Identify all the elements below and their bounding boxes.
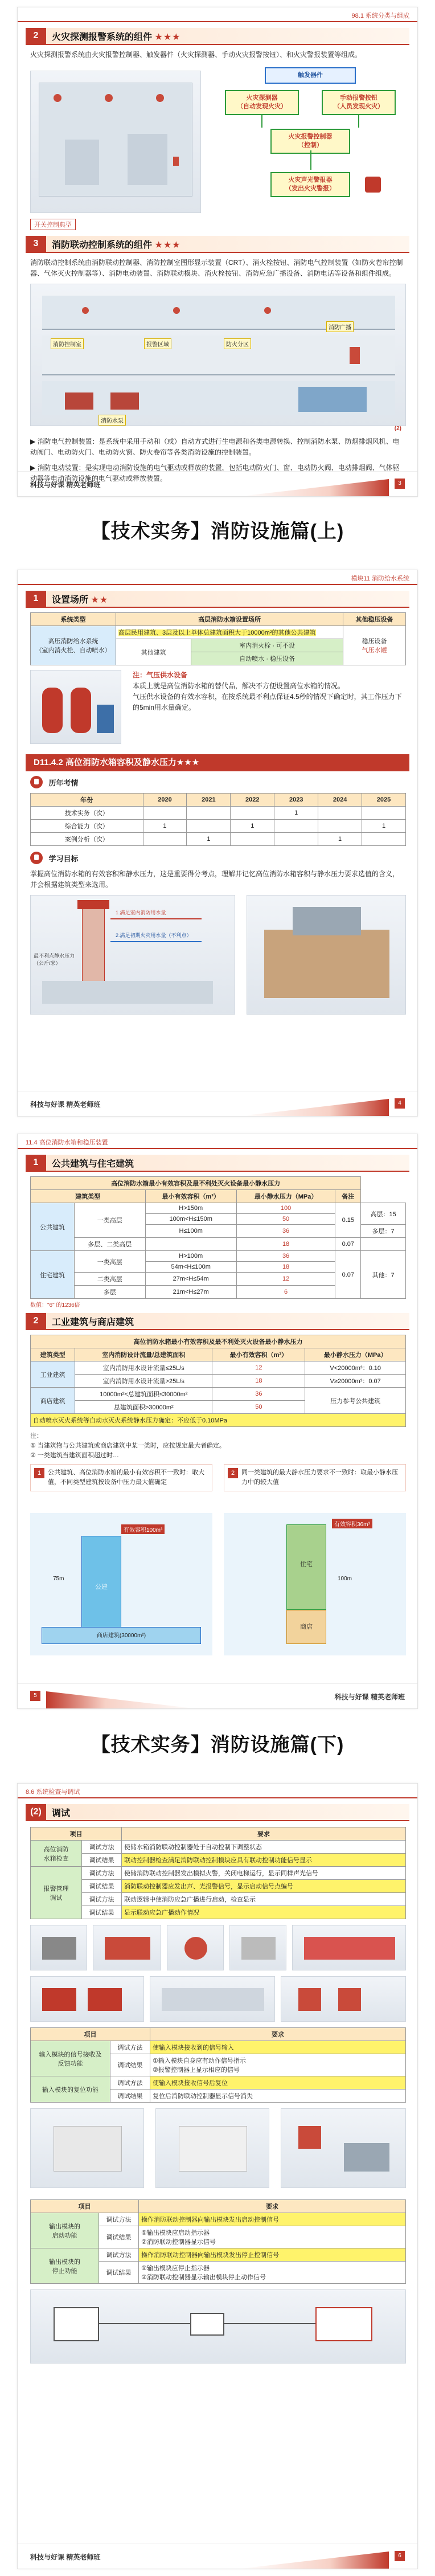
section-header xyxy=(26,236,409,253)
page-2 xyxy=(17,570,418,1117)
device-photos-2 xyxy=(30,2108,405,2194)
table-caption: 高位消防水箱最小有效容积及最不利处灭火设备最小静水压力 xyxy=(31,1335,406,1348)
tower-public: 公建 xyxy=(81,1536,121,1644)
illus-label: 报警区域 xyxy=(144,338,171,349)
answer-note: ② 一类建筑当建筑面积超过时… xyxy=(30,1452,119,1459)
section-number: 2 xyxy=(33,1316,39,1326)
bullet-item: ▶ 消防电动装置：是实现电动消防设施的电气驱动或释放的装置，包括电动防火门、窗、电动防火阀、电动排烟阀、气体驱动器等电动消防设施的电气驱动或释放装置。 xyxy=(30,464,400,483)
section-number: 1 xyxy=(33,594,39,603)
table-row: 多层 21m<H≤27m 6 xyxy=(31,1286,406,1299)
table-header-cell: 高层消防水箱设置场所 xyxy=(116,613,343,626)
table-row: 高位消防 水箱检查 调试方法 使储水箱消防联动控制器处于自动控制下调整状态 xyxy=(31,1841,406,1854)
page-footer xyxy=(18,1091,417,1116)
diagram-label: 2.满足初期火灾用水量（不利点） xyxy=(116,933,192,938)
page-number: 5 xyxy=(30,1691,40,1701)
industrial-building-table xyxy=(30,1335,406,1427)
debug-table-2 xyxy=(30,2027,406,2103)
section-title: 火灾探测报警系统的组件 ★★★ xyxy=(52,32,181,42)
flow-manual-button-box: 手动报警按钮 （人员发现火灾） xyxy=(322,90,396,115)
table-header-cell: 备注 xyxy=(335,1190,361,1203)
table-row: 输出模块的 停止功能 调试方法 操作消防联动控制器向输出模块发出停止控制信号 xyxy=(31,2248,406,2262)
table-header-cell: 项目 xyxy=(31,2028,150,2041)
setting-table xyxy=(30,612,406,665)
capacity-tag: 有效容积36m³ xyxy=(332,1519,372,1528)
table-header-cell: 最小有效容积（m³） xyxy=(212,1348,305,1361)
footer-brand: 科技与好课 精英老师班 xyxy=(30,1101,101,1109)
flow-controller-box: 火灾报警控制器 （控制） xyxy=(270,129,350,154)
page-number: 3 xyxy=(395,479,405,489)
footer-brand: 科技与好课 精英老师班 xyxy=(30,481,101,489)
table-header-cell: 年份 xyxy=(31,794,143,807)
page-header xyxy=(18,1134,417,1149)
table-row: 总建筑面积>30000m² 50 xyxy=(31,1401,406,1414)
table-header-cell: 要求 xyxy=(139,2200,406,2213)
table-row: 室内消防用水设计流量>25L/s 18 V≥20000m³：0.07 xyxy=(31,1375,406,1388)
illus-label: 消防控制室 xyxy=(51,338,84,349)
illus-label: 防火分区 xyxy=(224,338,251,349)
alarm-device-icon xyxy=(365,177,381,193)
footer-brand: 科技与好课 精英老师班 xyxy=(30,2553,101,2561)
goal-text: 掌握高位消防水箱的有效容积和静水压力，这是重要得分考点，理解并记忆高位消防水箱容积与静水压力要求选值的含义，并会根据建筑类型来选用。 xyxy=(30,870,400,889)
section-number: 1 xyxy=(33,1158,39,1167)
section-number: 2 xyxy=(33,31,39,40)
table-header-cell: 项目 xyxy=(31,1827,122,1841)
table-row: 公共建筑 一类高层 H>150m 100 0.15 高层：15 xyxy=(31,1203,406,1214)
flow-alarm-box: 火灾声光警报器 （发出火灾警报） xyxy=(270,172,350,197)
table-header-cell: 2022 xyxy=(231,794,274,807)
page-1 xyxy=(17,7,418,497)
page-header xyxy=(18,7,417,22)
linkage-illustration xyxy=(30,284,405,432)
note-text: 本质上就是高位消防水箱的替代品，解决不方便设置高位水箱的情况。 xyxy=(133,682,345,690)
footer-brand: 科技与好课 精英老师班 xyxy=(334,1693,405,1701)
table-header-cell: 要求 xyxy=(122,1827,406,1841)
table-header-cell: 其他稳压设备 xyxy=(343,613,406,626)
table-header-cell: 建筑类型 xyxy=(31,1348,75,1361)
note-text: 气压供水设备的有效水容积，在按系统最不利点保证4.5秒的情况下确定时，其工作压力下的5min用水量确定。 xyxy=(133,693,402,712)
rule-box: 2 同一类建筑的最大静水压力要求不一致时：取最小静水压力中的较大值 xyxy=(224,1464,406,1491)
debug-table-3 xyxy=(30,2199,406,2284)
table-note: 数值："6" 的1236倍 xyxy=(30,1302,80,1309)
note-title: 注：气压供水设备 xyxy=(133,671,188,679)
section-header xyxy=(26,1804,409,1821)
table-cell: 其他建筑 xyxy=(116,639,191,665)
table-row: 100m<H≤150m 50 xyxy=(31,1214,406,1225)
exam-table xyxy=(30,793,406,846)
page-4 xyxy=(17,1783,418,2569)
page-number: 4 xyxy=(395,1098,405,1109)
table-row: 输入模块的信号接收及 反馈功能 调试方法 使输入模块接收到的信号输入 xyxy=(31,2041,406,2054)
building-comparison xyxy=(30,1513,405,1661)
page-3 xyxy=(17,1134,418,1709)
illus-label: 消防广播 xyxy=(326,321,354,332)
linkage-paragraph: 消防联动控制系统由消防联动控制器、消防控制室图形显示装置（CRT）、消火栓按钮、消防电气控制装置（如防火卷帘控制器、气体灭火控制器等）、消防电动装置、消防联动模块、消火栓按钮、消防应急广播设备、消防电话等设备和组件组成。 xyxy=(30,259,403,277)
alarm-flow-diagram xyxy=(26,65,409,219)
header-tag: 8.6 系统检查与调试 xyxy=(26,1789,80,1796)
table-row: 输出模块的 启动功能 调试方法 操作消防联动控制器向输出模块发出启动控制信号 xyxy=(31,2213,406,2226)
table-row: 调试结果 复位后消防联动控制器显示信号消失 xyxy=(31,2090,406,2103)
table-header-cell: 室内消防设计流量/总建筑面积 xyxy=(75,1348,212,1361)
ribbon-title: D11.4.2 高位消防水箱容积及静水压力★★★ xyxy=(26,754,409,771)
table-row: 54m<H≤100m 18 xyxy=(31,1262,406,1273)
table-row: 调试结果 显示联动应急广播动作情况 xyxy=(31,1906,406,1919)
fire-control-tag: 开关控制典型 xyxy=(30,219,76,230)
section-number: (2) xyxy=(30,1807,42,1817)
podium-store: 商店建筑(30000m²) xyxy=(42,1627,201,1644)
header-tag: 98.1 系统分类与组成 xyxy=(351,13,409,19)
illus-label: 消防水泵 xyxy=(99,415,126,426)
page-number: 6 xyxy=(395,2551,405,2561)
header-tag: 模块11 消防给水系统 xyxy=(351,575,409,582)
table-row: 调试方法 联动逻辑中使消防应急广播进行启动，检查显示 xyxy=(31,1893,406,1906)
learning-goal-icon xyxy=(30,852,43,864)
flow-detector-box: 火灾探测器 （自动发现火灾） xyxy=(225,90,299,115)
table-row: 调试结果 ①输出模块应启动指示器 ②消防联动控制器显示信号 xyxy=(31,2226,406,2248)
table-row: 技术实务（次） 1 xyxy=(31,807,406,820)
tank-photo xyxy=(247,895,406,1015)
tank-diagram xyxy=(30,895,405,1020)
exam-title: 历年考情 xyxy=(48,778,79,787)
capacity-tag: 有效容积100m³ xyxy=(121,1524,165,1534)
public-building-table xyxy=(30,1176,406,1299)
table-header-cell: 2020 xyxy=(143,794,187,807)
diagram-label: 最不利点静水压力（公斤/米） xyxy=(34,953,75,966)
table-header-cell: 2023 xyxy=(274,794,318,807)
footer-swoosh xyxy=(46,1691,194,1708)
answer-note: 注： xyxy=(30,1433,43,1440)
table-header-cell: 系统类型 xyxy=(31,613,116,626)
section-title: 公共建筑与住宅建筑 xyxy=(52,1159,134,1169)
goal-title: 学习目标 xyxy=(48,854,79,863)
table-header-cell: 项目 xyxy=(31,2200,139,2213)
page-header xyxy=(18,570,417,585)
table-cell: 高压消防给水系统 （室内消火栓、自动喷水） xyxy=(31,626,116,665)
table-header-cell: 最小静水压力（MPa） xyxy=(305,1348,406,1361)
section-number: 3 xyxy=(33,239,39,248)
flow-trigger-box: 触发器件 xyxy=(265,67,356,84)
section-header xyxy=(26,591,409,608)
page-footer xyxy=(18,471,417,496)
table-cell: 室内消火栓 · 可不设 xyxy=(191,639,343,652)
tower-residential: 住宅 xyxy=(286,1524,326,1610)
table-header-cell: 2021 xyxy=(187,794,231,807)
table-row: 调试结果 ①输入模块自身应有动作信号指示 ②报警控制器上显示相应的信号 xyxy=(31,2054,406,2076)
page-footer xyxy=(18,1683,417,1708)
debug-table-1 xyxy=(30,1827,406,1919)
page-footer xyxy=(18,2544,417,2569)
exam-history-icon xyxy=(30,776,43,788)
table-footer: 自动喷水灭火系统等自动水灭火系统静水压力确定：不应低于0.10MPa xyxy=(31,1414,406,1427)
table-header-cell: 2025 xyxy=(362,794,406,807)
table-row: 综合能力（次） 1 1 1 xyxy=(31,820,406,833)
wiring-diagram xyxy=(30,2289,405,2369)
header-tag: 11.4 高位消防水箱和稳压装置 xyxy=(26,1139,108,1146)
table-row: 调试结果 消防联动控制器应发出声、光报警信号，显示启动信号点编号 xyxy=(31,1880,406,1893)
illus-code: (2) xyxy=(394,426,401,432)
height-tag: 75m xyxy=(53,1576,64,1582)
pressure-tank-photo xyxy=(30,670,121,744)
table-row: 工业建筑 室内消防用水设计流量≤25L/s 12 V<20000m³：0.10 xyxy=(31,1361,406,1375)
podium-store: 商店 xyxy=(286,1610,326,1644)
section-title: 消防联动控制系统的组件 ★★★ xyxy=(52,240,181,250)
table-header-cell: 2024 xyxy=(318,794,362,807)
diagram-label: 1.满足室内消防用水量 xyxy=(116,910,166,915)
building-illustration xyxy=(30,71,201,213)
section-title: 工业建筑与商店建筑 xyxy=(52,1317,134,1327)
table-header-cell: 最小静水压力（MPa） xyxy=(236,1190,335,1203)
table-caption: 高位消防水箱最小有效容积及最不利处灭火设备最小静水压力 xyxy=(31,1177,361,1190)
table-cell: 自动喷水 · 稳压设备 xyxy=(191,652,343,665)
page-header xyxy=(18,1784,417,1798)
rule-box: 1 公共建筑、高位消防水箱的最小有效容积不一致时：取大值，不同类型建筑按设备中压力最大值确定 xyxy=(30,1464,212,1491)
section-header xyxy=(26,1313,409,1330)
table-row: H≤100m 36 多层：7 xyxy=(31,1225,406,1238)
bullet-item: ▶ 消防电气控制装置：是系统中采用手动和（或）自动方式进行生电源和各类电源转换、控制消防水泵、防烟排烟风机、电动阀门、电动防火门、电动防火窗、防火卷帘等各类消防设施的控制装置。 xyxy=(30,437,400,456)
table-row: 输入模块的复位功能 调试方法 使输入模块接收信号后复位 xyxy=(31,2076,406,2090)
table-row: 二类高层 27m<H≤54m 12 xyxy=(31,1273,406,1286)
table-row: 多层、二类高层 18 0.07 xyxy=(31,1238,406,1251)
section-title: 设置场所 ★★ xyxy=(52,595,109,605)
pressure-tank-section xyxy=(30,670,405,750)
table-cell: 稳压设备 气压水罐 xyxy=(343,626,406,665)
device-photos-1 xyxy=(30,1925,405,2022)
intro-paragraph: 火灾探测报警系统由火灾报警控制器、触发器件（火灾探测器、手动火灾报警按钮）、和火灾警报装置等组成。 xyxy=(30,51,362,59)
setting-table-wrapper xyxy=(30,612,405,665)
table-cell: 高层民用建筑、3层及以上单体总建筑面积大于10000m²的其他公共建筑 xyxy=(116,626,343,639)
table-row: 报警管理 调试 调试方法 使储消防联动控制器发出模拟火警，关闭电梯运行，显示同样声光信号 xyxy=(31,1867,406,1880)
table-row: 调试结果 联动控制器检查满足消防联动控制模块应具有联动控制功能信号显示 xyxy=(31,1854,406,1867)
section-divider-title: 【技术实务】消防设施篇(上) xyxy=(91,521,344,542)
table-header-cell: 建筑类型 xyxy=(31,1190,146,1203)
answer-note: ① 当建筑物与公共建筑或商店建筑中某一类时，应按规定最大者确定。 xyxy=(30,1442,225,1449)
footer-swoosh xyxy=(241,1099,389,1116)
table-row: 商店建筑 10000m²<总建筑面积≤30000m² 36 压力参考公共建筑 xyxy=(31,1388,406,1401)
table-row: 调试结果 ①输出模块应停止指示器 ②消防联动控制器显示输出模块停止动作信号 xyxy=(31,2262,406,2284)
section-title: 调试 xyxy=(52,1808,71,1818)
table-header-cell: 最小有效容积（m³） xyxy=(145,1190,236,1203)
section-header xyxy=(26,28,409,45)
height-tag: 100m xyxy=(338,1576,352,1582)
section-divider-title: 【技术实务】消防设施篇(下) xyxy=(91,1734,344,1756)
footer-swoosh xyxy=(241,2552,389,2569)
table-header-cell: 要求 xyxy=(150,2028,406,2041)
footer-swoosh xyxy=(241,479,389,496)
table-row: 案例分析（次） 1 1 xyxy=(31,833,406,846)
table-row: 住宅建筑 一类高层 H>100m 36 0.07 其他：7 xyxy=(31,1251,406,1262)
section-header xyxy=(26,1155,409,1172)
